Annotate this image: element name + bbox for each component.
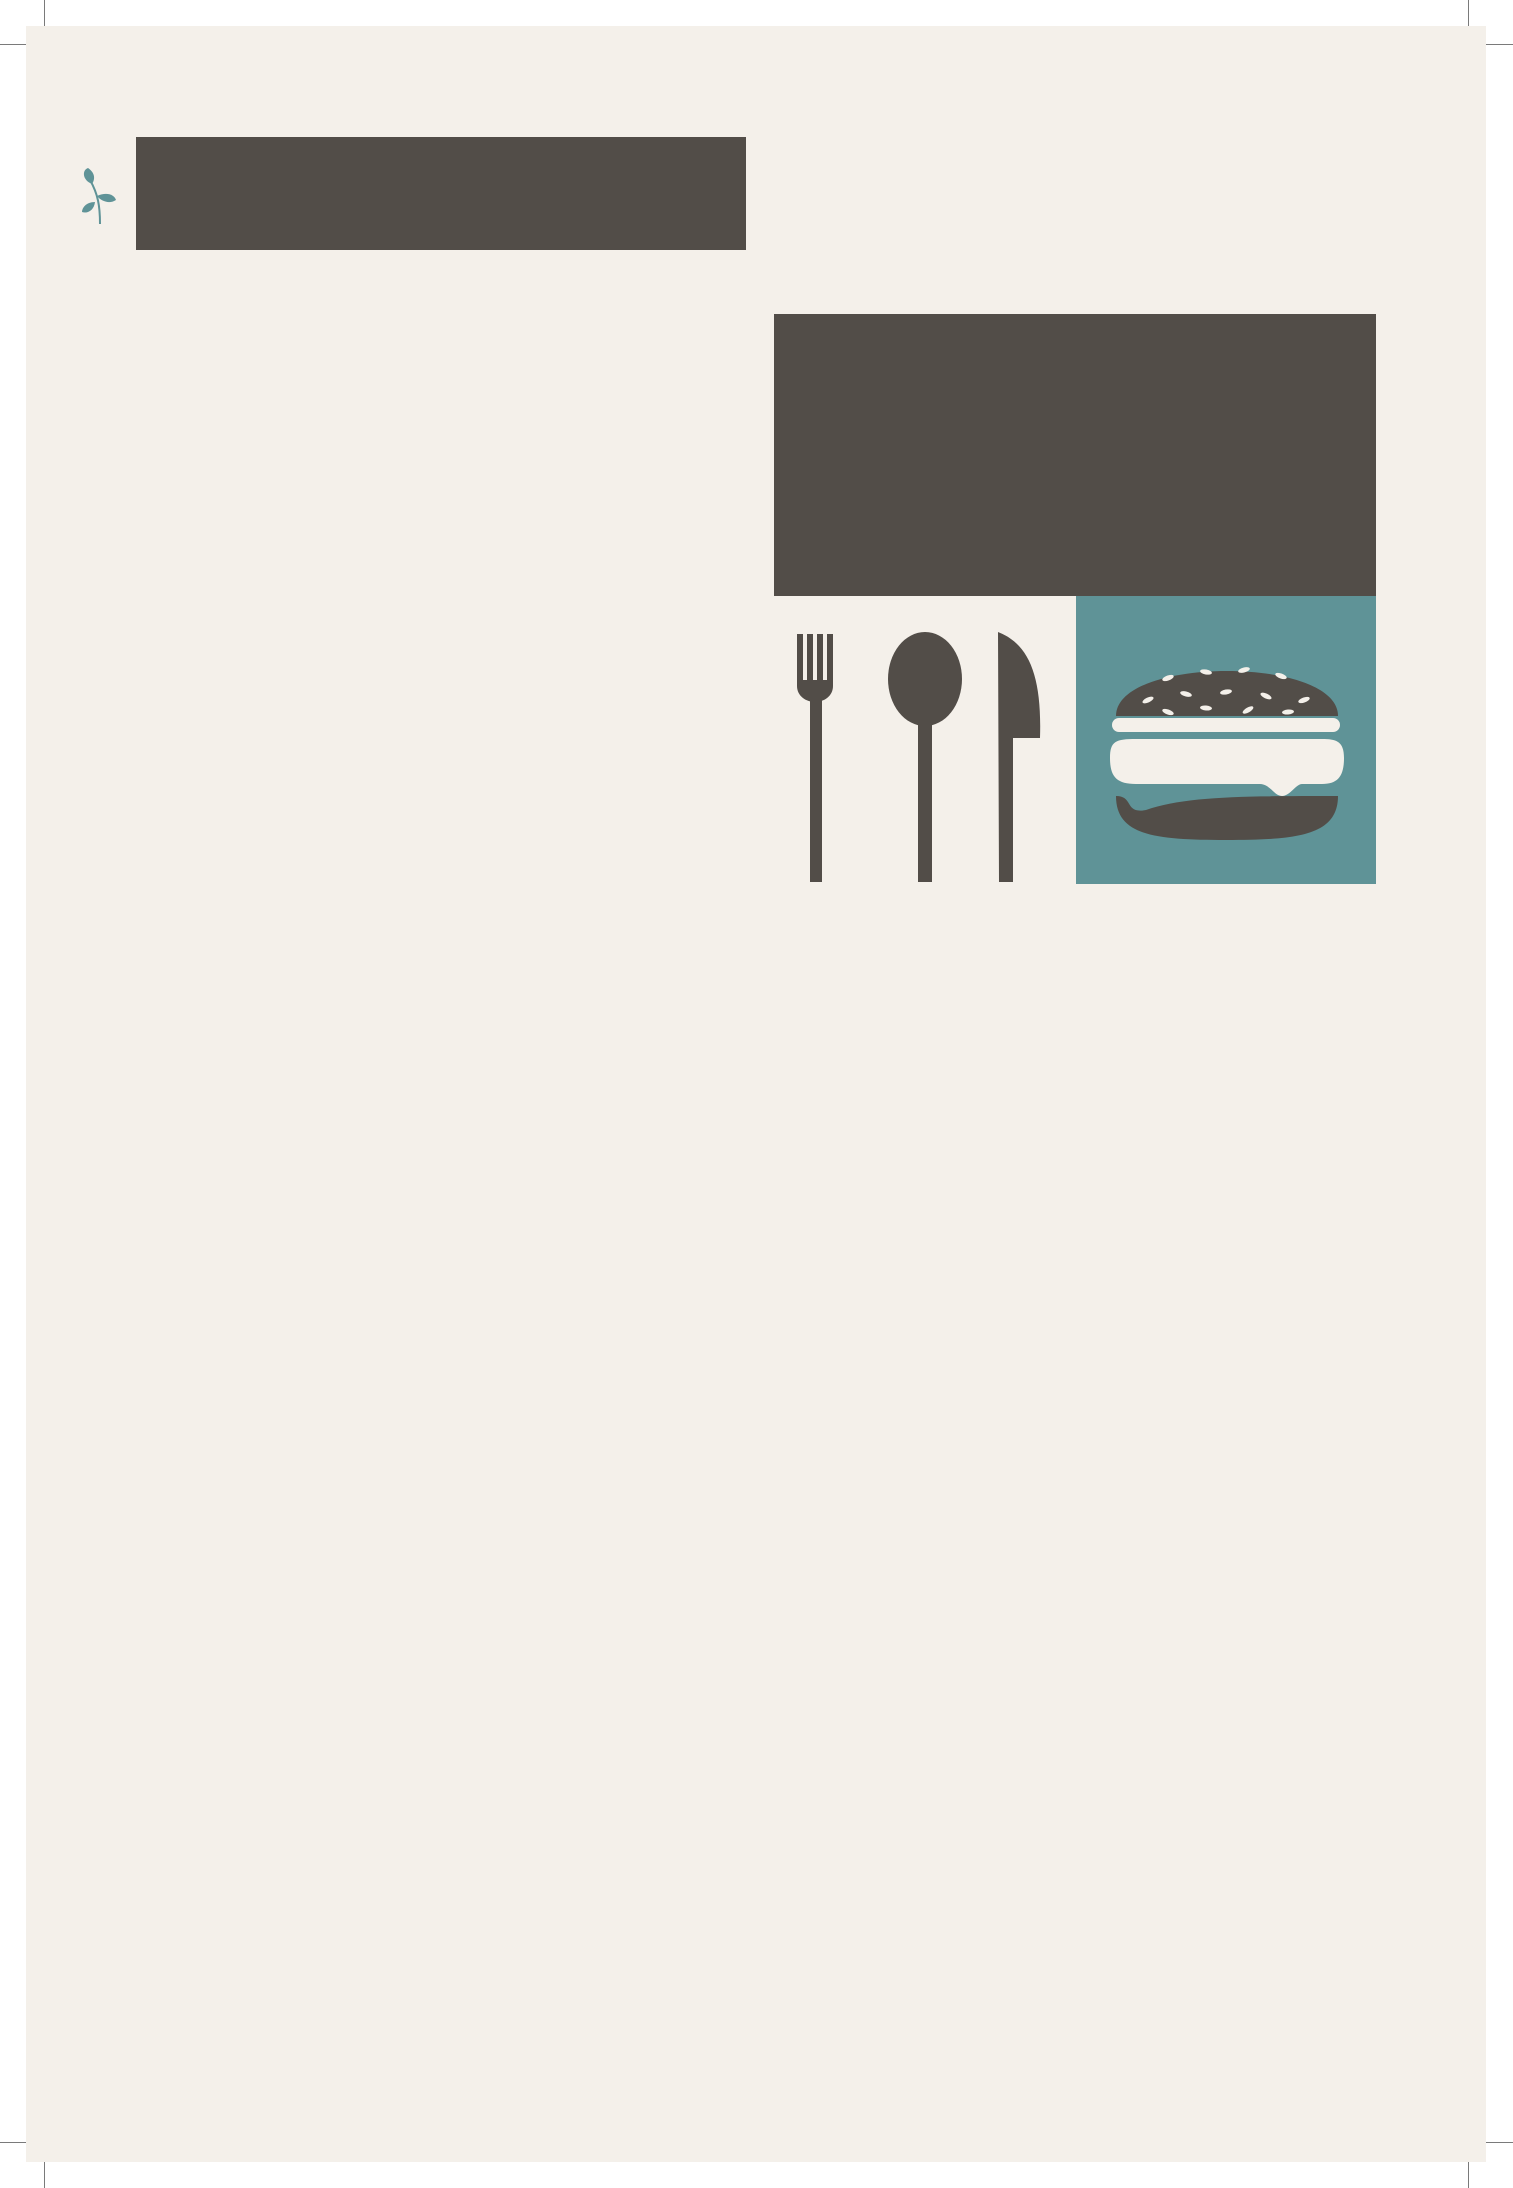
menu-page	[26, 26, 1486, 2162]
semicircle-pattern-top	[774, 139, 1378, 253]
semicircle-pattern-bottom	[136, 1923, 748, 1981]
crop-mark	[44, 2160, 45, 2188]
cutlery-icon	[774, 596, 1074, 884]
crop-mark	[1468, 0, 1469, 28]
sprouts-panel	[774, 314, 1376, 596]
crop-mark	[0, 2142, 28, 2143]
crop-mark	[0, 44, 28, 45]
leaf-sprig-icon	[80, 166, 120, 226]
sprout-icons	[774, 314, 1376, 596]
crop-mark	[1485, 2142, 1513, 2143]
crop-mark	[1468, 2160, 1469, 2188]
brand-logo	[60, 66, 140, 306]
burger-panel	[1076, 596, 1376, 884]
burger-icon	[1076, 596, 1376, 884]
crop-mark	[44, 0, 45, 28]
illustration	[774, 314, 1376, 884]
page-title	[136, 137, 746, 250]
crop-mark	[1485, 44, 1513, 45]
